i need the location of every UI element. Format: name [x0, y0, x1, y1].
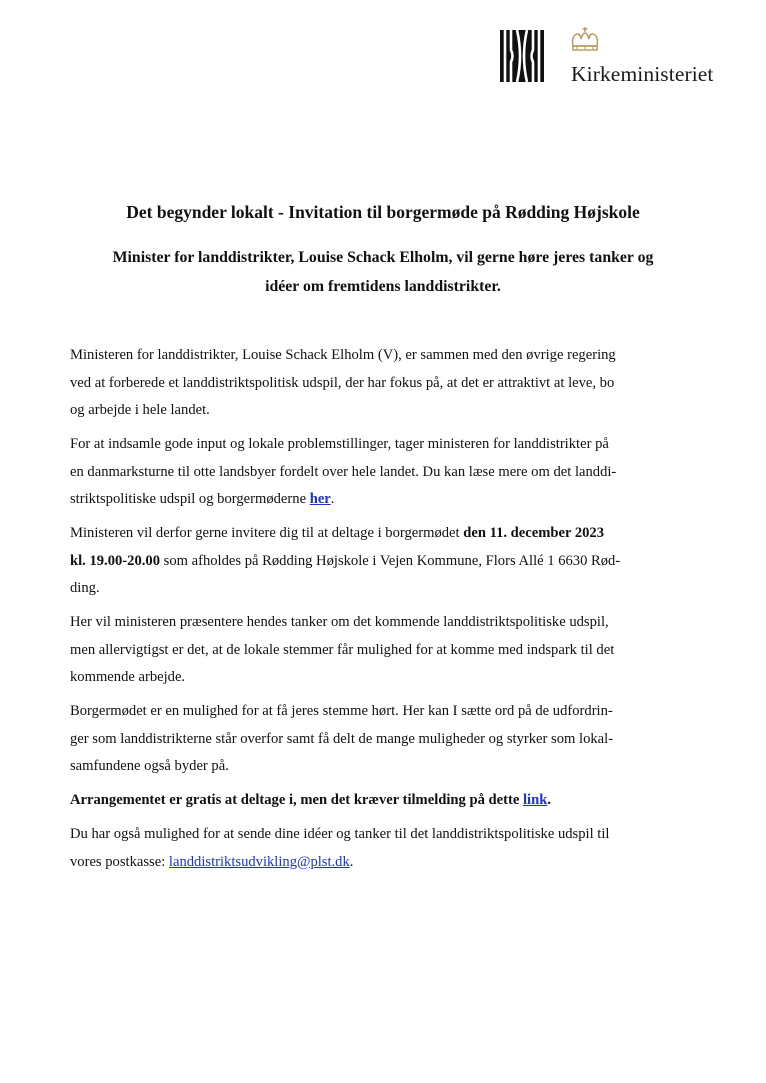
paragraph-line: men allervigtigst er det, at de lokale stemmer får mulighed for at komme med indspark til det — [70, 641, 615, 658]
paragraph-line — [70, 520, 690, 548]
paragraph-line: Borgermødet er en mulighed for at få jeres stemme hørt. Her kan I sætte ord på de udfordrin- — [70, 703, 613, 719]
registration-text: Arrangementet er gratis at deltage i, men det kræver tilmelding på dette — [70, 792, 523, 808]
paragraph-text: Ministeren vil derfor gerne invitere dig til at deltage i borgermødet — [70, 525, 464, 541]
paragraph-1 — [70, 342, 690, 425]
paragraph-line: en danmarksturne til otte landsbyer fordelt over hele landet. Du kan læse mere om det landdi- — [70, 463, 617, 480]
event-time: kl. 19.00-20.00 — [70, 552, 160, 569]
paragraph-text: . — [547, 792, 551, 808]
subtitle-line-1: Minister for landdistrikter, Louise Schack Elholm, vil gerne høre jeres tanker og — [112, 249, 654, 266]
paragraph-line: ved at forberede et landdistriktspolitisk udspil, der har fokus på, at det er attraktivt at leve, bo — [70, 374, 615, 391]
registration-link[interactable]: link — [522, 792, 548, 808]
document-body — [70, 342, 690, 883]
document-title: Det begynder lokalt - Invitation til borgermøde på Rødding Højskole — [126, 202, 640, 222]
paragraph-line: Ministeren for landdistrikter, Louise Schack Elholm (V), er sammen med den øvrige regering — [70, 347, 616, 363]
paragraph-3 — [70, 520, 690, 603]
paragraph-4 — [70, 609, 690, 692]
paragraph-line: og arbejde i hele landet. — [70, 402, 210, 418]
paragraph-line: Her vil ministeren præsentere hendes tanker om det kommende landdistriktspolitiske udspil, — [70, 614, 609, 630]
subtitle-line-2: idéer om fremtidens landdistrikter. — [265, 278, 501, 295]
paragraph-line: samfundene også byder på. — [70, 758, 229, 774]
paragraph-line — [70, 787, 690, 815]
paragraph-text: vores postkasse: — [70, 853, 169, 870]
here-link[interactable]: her — [309, 491, 331, 507]
paragraph-line: kommende arbejde. — [70, 669, 186, 685]
paragraph-2 — [70, 431, 690, 514]
ministry-name: Kirkeministeriet — [571, 62, 714, 86]
paragraph-6 — [70, 787, 690, 815]
paragraph-line: ger som landdistrikterne står overfor samt få delt de mange muligheder og styrker som lokal- — [70, 730, 614, 747]
paragraph-line — [70, 486, 690, 514]
kirkeministeriet-logo-icon — [500, 30, 544, 82]
paragraph-line: For at indsamle gode input og lokale problemstillinger, tager ministeren for landdistrikter på — [70, 436, 609, 452]
paragraph-text: striktspolitiske udspil og borgermøderne — [70, 491, 310, 507]
paragraph-text: . — [330, 491, 335, 507]
crown-icon — [569, 26, 601, 54]
paragraph-5 — [70, 698, 690, 781]
email-link[interactable]: landdistriktsudvikling@plst.dk — [168, 853, 350, 870]
paragraph-line — [70, 548, 690, 576]
paragraph-line: ding. — [70, 580, 100, 596]
paragraph-line: Du har også mulighed for at sende dine idéer og tanker til det landdistriktspolitiske udspil til — [70, 826, 610, 842]
paragraph-7 — [70, 821, 690, 876]
document-subtitle — [60, 243, 706, 301]
paragraph-text: . — [349, 853, 354, 870]
paragraph-text: som afholdes på Rødding Højskole i Vejen Kommune, Flors Allé 1 6630 Rød- — [160, 552, 621, 569]
paragraph-line — [70, 849, 690, 877]
event-date: den 11. december 2023 — [463, 525, 605, 541]
